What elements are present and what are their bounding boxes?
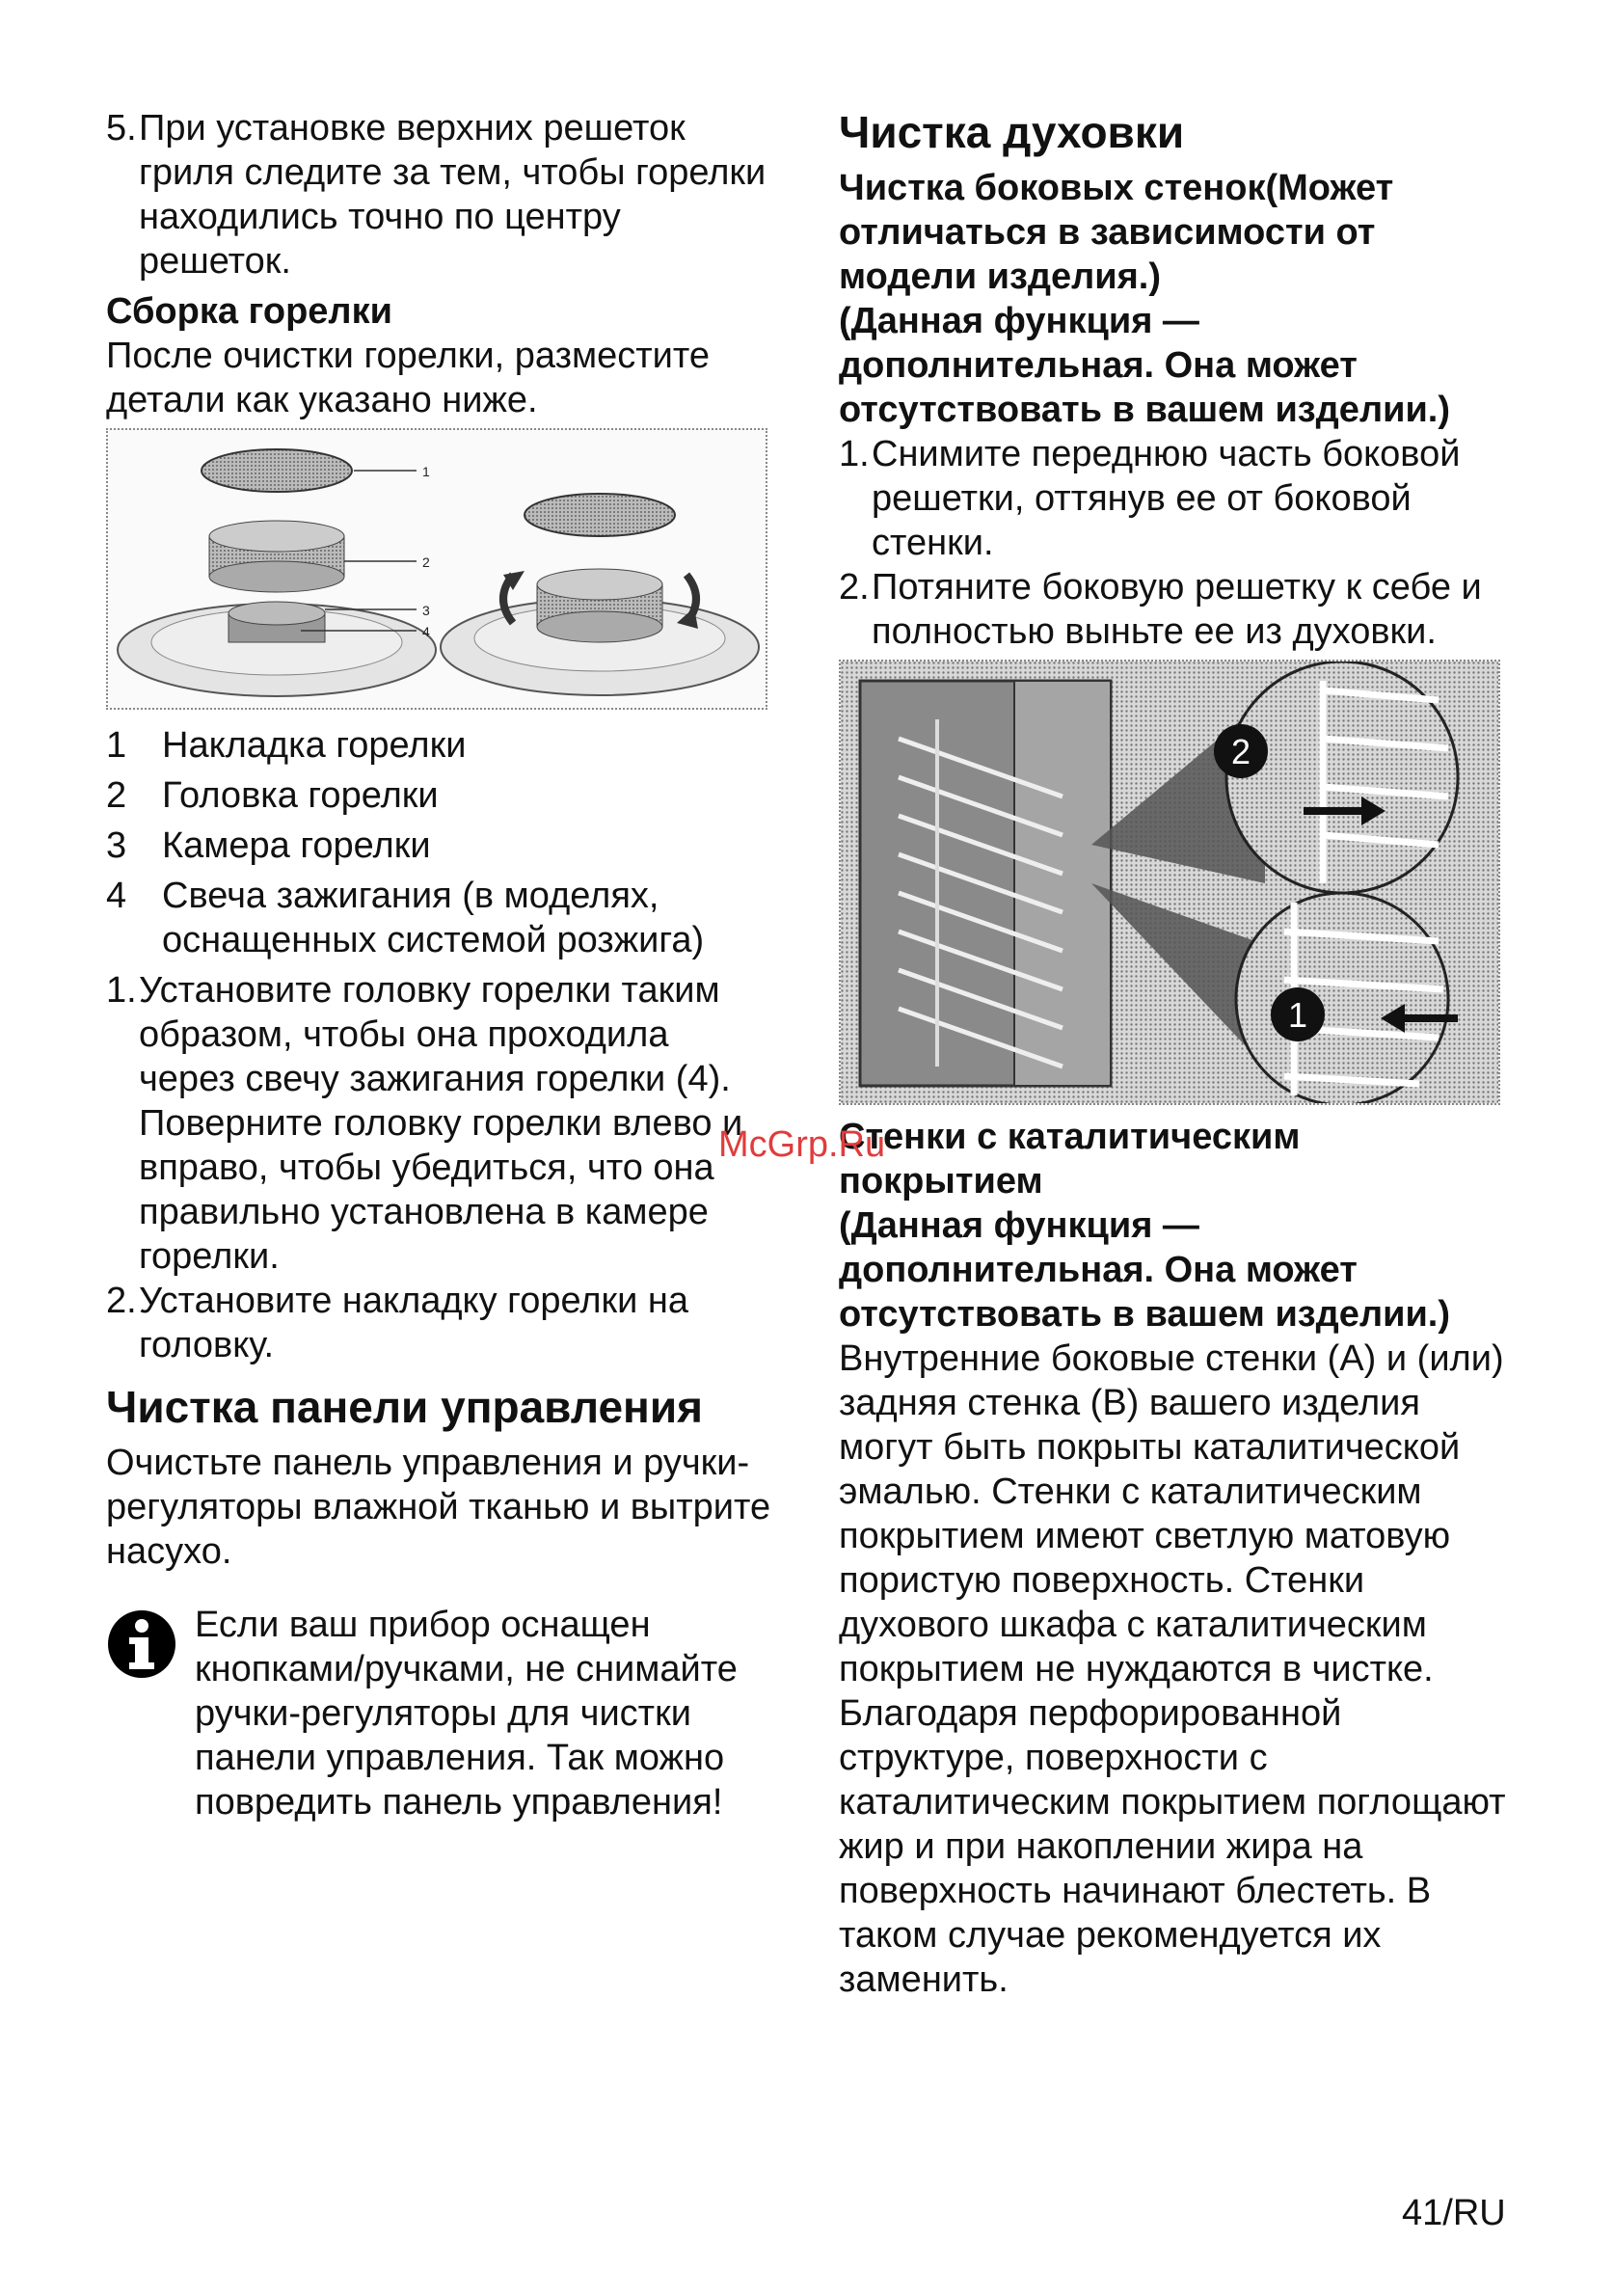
callout-1: 1 (422, 464, 430, 479)
callout-2: 2 (422, 554, 430, 570)
side-walls-heading: Чистка боковых стенок(Может отличаться в зависимости от модели изделия.) (839, 168, 1394, 297)
info-icon (106, 1603, 195, 1824)
catalytic-walls-heading: Стенки с каталитическим покрытием (839, 1117, 1301, 1202)
item-5-text: При установке верхних решеток гриля следите за тем, чтобы горелки находились точно по центру решеток. (139, 108, 767, 282)
left-column (106, 106, 771, 1824)
watermark: McGrp.Ru (718, 1124, 886, 1165)
step-item: 2. Установите накладку горелки на головку. (106, 1281, 689, 1365)
legend-item: 4 Свеча зажигания (в моделях, оснащенных системой розжига) (106, 876, 705, 960)
right-column (839, 106, 1514, 2002)
burner-cap-left (202, 449, 352, 492)
callout-1-label: 1 (1287, 995, 1308, 1035)
oven-rack-diagram (841, 662, 1498, 1103)
optional-note-2: (Данная функция — дополнительная. Она может отсутствовать в вашем изделии.) (839, 1205, 1451, 1335)
burner-assembly-intro: После очистки горелки, разместите детали как указано ниже. (106, 336, 711, 420)
step-item: 1. Установите головку горелки таким образом, чтобы она проходила через свечу зажигания горелки (4). Поверните головку горелки влево и вправо, чтобы убедиться, что она правильно установлена в камере горелки. (106, 970, 743, 1277)
step-item: 1. Снимите переднюю часть боковой решетки, оттянув ее от боковой стенки. (839, 434, 1461, 563)
info-note-text: Если ваш прибор оснащен кнопками/ручками, не снимайте ручки-регуляторы для чистки панели управления. Так можно повредить панель управления! (195, 1605, 738, 1823)
oven-rack-figure (839, 660, 1500, 1105)
detail-circle-bottom (1236, 893, 1448, 1103)
callout-4: 4 (422, 624, 430, 639)
legend-item: 1 Накладка горелки (106, 725, 467, 766)
item-5-number: 5. (106, 108, 137, 149)
burner-cap-right (525, 494, 675, 536)
oven-cleaning-heading: Чистка духовки (839, 107, 1185, 157)
legend-item: 2 Головка горелки (106, 775, 439, 816)
item-5 (106, 106, 771, 284)
control-panel-text: Очистьте панель управления и ручки-регуляторы влажной тканью и вытрите насухо. (106, 1443, 771, 1572)
control-panel-heading: Чистка панели управления (106, 1382, 703, 1432)
page-number: 41/RU (1402, 2193, 1506, 2233)
burner-diagram (108, 430, 766, 708)
burner-assembly-heading: Сборка горелки (106, 291, 392, 332)
callout-3: 3 (422, 603, 430, 618)
burner-assembly-figure (106, 428, 767, 710)
callout-2-label: 2 (1230, 732, 1251, 771)
optional-note-1: (Данная функция — дополнительная. Она может отсутствовать в вашем изделии.) (839, 301, 1451, 430)
legend-item: 3 Камера горелки (106, 825, 431, 866)
step-item: 2. Потяните боковую решетку к себе и полностью выньте ее из духовки. (839, 567, 1482, 652)
catalytic-walls-text: Внутренние боковые стенки (A) и (или) задняя стенка (B) вашего изделия могут быть покрыты каталитической эмалью. Стенки с каталитическим покрытием имеют светлую матовую пористую поверхность. Стенки духового шкафа с каталитическим покрытием не нуждаются в чистке. Благодаря перфорированной структуре, поверхности с каталитическим покрытием поглощают жир и при накоплении жира на поверхность начинают блестеть. В таком случае рекомендуется их заменить. (839, 1338, 1506, 2000)
info-note (106, 1603, 771, 1824)
